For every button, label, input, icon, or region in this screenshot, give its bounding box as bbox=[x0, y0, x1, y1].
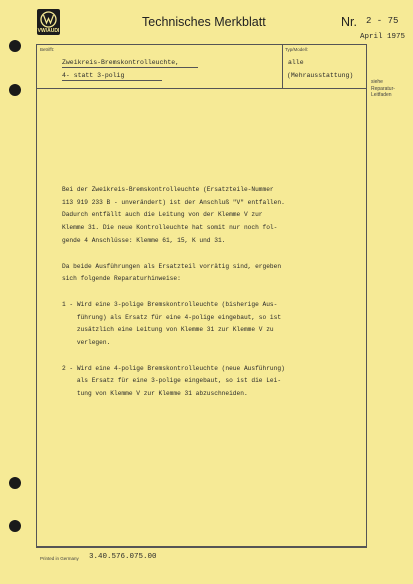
body-line: Klemme 31. Die neue Kontrolleuchte hat somit nur noch fol- bbox=[62, 224, 278, 232]
side-note bbox=[371, 79, 395, 99]
typ-label: Typ/Modell: bbox=[285, 47, 309, 52]
bulletin-date: April 1975 bbox=[360, 33, 406, 41]
body-text bbox=[62, 184, 362, 401]
body-line: 113 919 233 B - unverändert) ist der Anschluß "V" entfallen. bbox=[62, 198, 285, 206]
body-line: 2 - Wird eine 4-polige Bremskontrolleuchte (neue Ausführung) bbox=[62, 364, 285, 372]
body-line: Bei der Zweikreis-Bremskontrolleuchte (Ersatzteile-Nummer bbox=[62, 186, 274, 193]
side-note-line: siehe bbox=[371, 79, 383, 85]
document-title: Technisches Merkblatt bbox=[142, 15, 266, 29]
side-note-line: Reparatur- bbox=[371, 85, 395, 92]
bulletin-number: 2 - 75 bbox=[366, 16, 399, 26]
side-note-line: Leitfaden bbox=[371, 92, 392, 99]
typ-line-1: alle bbox=[288, 59, 304, 66]
body-line: gende 4 Anschlüsse: Klemme 61, 15, K und 31. bbox=[62, 236, 226, 244]
vw-emblem-icon bbox=[39, 11, 58, 28]
punch-hole bbox=[9, 84, 21, 96]
body-line: als Ersatz für eine 3-polige eingebaut, so ist die Lei- bbox=[62, 377, 282, 385]
body-line: zusätzlich eine Leitung von Klemme 31 zur Klemme V zu bbox=[62, 326, 274, 334]
subject-underline bbox=[62, 67, 198, 68]
punch-hole bbox=[9, 477, 21, 489]
printed-in: Printed in Germany bbox=[40, 556, 79, 561]
body-line: Dadurch entfällt auch die Leitung von der Klemme V zur bbox=[62, 211, 263, 219]
number-label: Nr. bbox=[341, 15, 357, 29]
subject-underline bbox=[62, 80, 162, 81]
punch-hole bbox=[9, 40, 21, 52]
body-line: 1 - Wird eine 3-polige Bremskontrolleuchte (bisherige Aus- bbox=[62, 300, 278, 308]
body-line: führung) als Ersatz für eine 4-polige eingebaut, so ist bbox=[62, 313, 282, 321]
betrifft-label: Betrifft: bbox=[40, 47, 55, 52]
document-number: 3.40.576.075.00 bbox=[89, 553, 157, 561]
header-divider bbox=[282, 44, 283, 89]
footer-line bbox=[36, 547, 367, 548]
body-line: verlegen. bbox=[62, 339, 111, 347]
body-line: sich folgende Reparaturhinweise: bbox=[62, 275, 181, 283]
subject-line-2: 4- statt 3-polig bbox=[62, 72, 125, 79]
typ-line-2: (Mehrausstattung) bbox=[287, 72, 354, 79]
subject-line-1: Zweikreis-Bremskontrolleuchte, bbox=[62, 59, 180, 66]
punch-hole bbox=[9, 520, 21, 532]
vw-logo bbox=[37, 9, 60, 35]
body-line: Da beide Ausführungen als Ersatzteil vorrätig sind, ergeben bbox=[62, 262, 282, 270]
logo-text: VW/AUDI bbox=[37, 28, 60, 34]
body-line: tung von Klemme V zur Klemme 31 abzuschneiden. bbox=[62, 390, 248, 398]
